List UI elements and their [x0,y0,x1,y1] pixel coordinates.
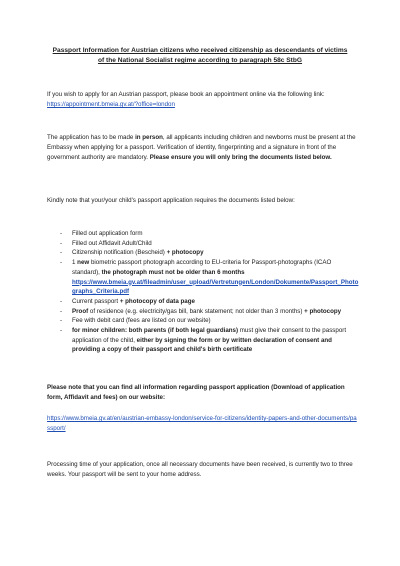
list-item-bold: new [77,259,90,267]
in-person-bold-2: Please ensure you will only bring the documents listed below. [149,154,332,161]
list-item-bold: for minor children: both parents (if both legal guardians) [72,327,239,335]
list-item-text: Fee with debit card (fees are listed on our website) [72,317,211,325]
list-bullet: - [60,317,63,325]
list-bullet: - [60,297,63,305]
list-item-text: Filled out Affidavit Adult/Child [72,239,152,247]
list-bullet: - [60,230,63,237]
kindly-note-paragraph: Kindly note that your/your child's passport application requires the documents listed below: [47,197,295,204]
list-item-text: must give their consent to the passport application of the child, [72,327,347,344]
document-list [60,229,360,355]
in-person-paragraph [47,133,357,163]
page-title: Passport Information for Austrian citizens who received citizenship as descendants of victims of the National Socialist regime according to paragraph 58c StbG [52,47,348,64]
list-item [60,316,360,326]
list-item-text: biometric passport photograph according to EU-criteria for Passport-photographs (ICAO standard), [72,259,332,276]
in-person-text-2: , all applicants including children and newborns must be present at the Embassy when applying for a passport. Verification of identity, fingerprinting and a signature in front of the government authority are mandatory. [47,134,356,161]
list-item-bold: + photocopy [304,307,342,315]
list-bullet: - [60,259,63,267]
list-item-text: Filled out application form [72,230,143,237]
list-item-bold: either by signing the form or by written declaration of consent and providing a copy of their passport and child's birth certificate [72,336,332,354]
list-bullet: - [60,307,63,315]
list-bullet: - [60,239,63,247]
list-item [60,248,360,258]
website-paragraph [47,414,357,434]
appointment-paragraph [47,90,357,110]
list-item-bold: Proof [72,307,89,315]
website-link[interactable]: https://www.bmeia.gv.at/en/austrian-embassy-london/service-for-citizens/identity-papers-and-other-documents/passport/ [47,415,357,432]
list-item-text: Current passport [72,297,120,305]
list-item-text: of residence (e.g. electricity/gas bill, bank statement; not older than 3 months) [88,307,305,315]
list-item [60,239,360,249]
list-item-text: 1 [72,259,78,267]
appointment-link[interactable]: https://appointment.bmeia.gv.at/?office=london [47,101,175,108]
appointment-text: If you wish to apply for an Austrian passport, please book an appointment online via the following link: [47,91,325,98]
in-person-bold-1: in person [135,134,163,141]
list-item [60,326,360,355]
list-item-bold: + photocopy [166,249,204,257]
list-bullet: - [60,249,63,257]
processing-paragraph: Processing time of your application, once all necessary documents have been received, is currently two to three weeks. Your passport will be sent to your home address. [47,461,353,478]
list-bullet: - [60,327,63,335]
list-item-text: Citizenship notification (Bescheid) [72,249,167,257]
list-item-bold: the photograph must not be older than 6 months [101,268,245,276]
list-item-bold: + photocopy of data page [119,297,195,305]
list-item [60,258,360,297]
website-note: Please note that you can find all information regarding passport application (Download of application form, Affidavit and fees) on our website: [47,384,345,401]
photo-criteria-link[interactable]: https://www.bmeia.gv.at/fileadmin/user_upload/Vertretungen/London/Dokumente/Passport_Photographs_Criteria.pdf [72,278,359,296]
list-item [60,229,360,239]
list-item [60,297,360,307]
in-person-text-1: The application has to be made [47,134,136,141]
list-item [60,307,360,317]
